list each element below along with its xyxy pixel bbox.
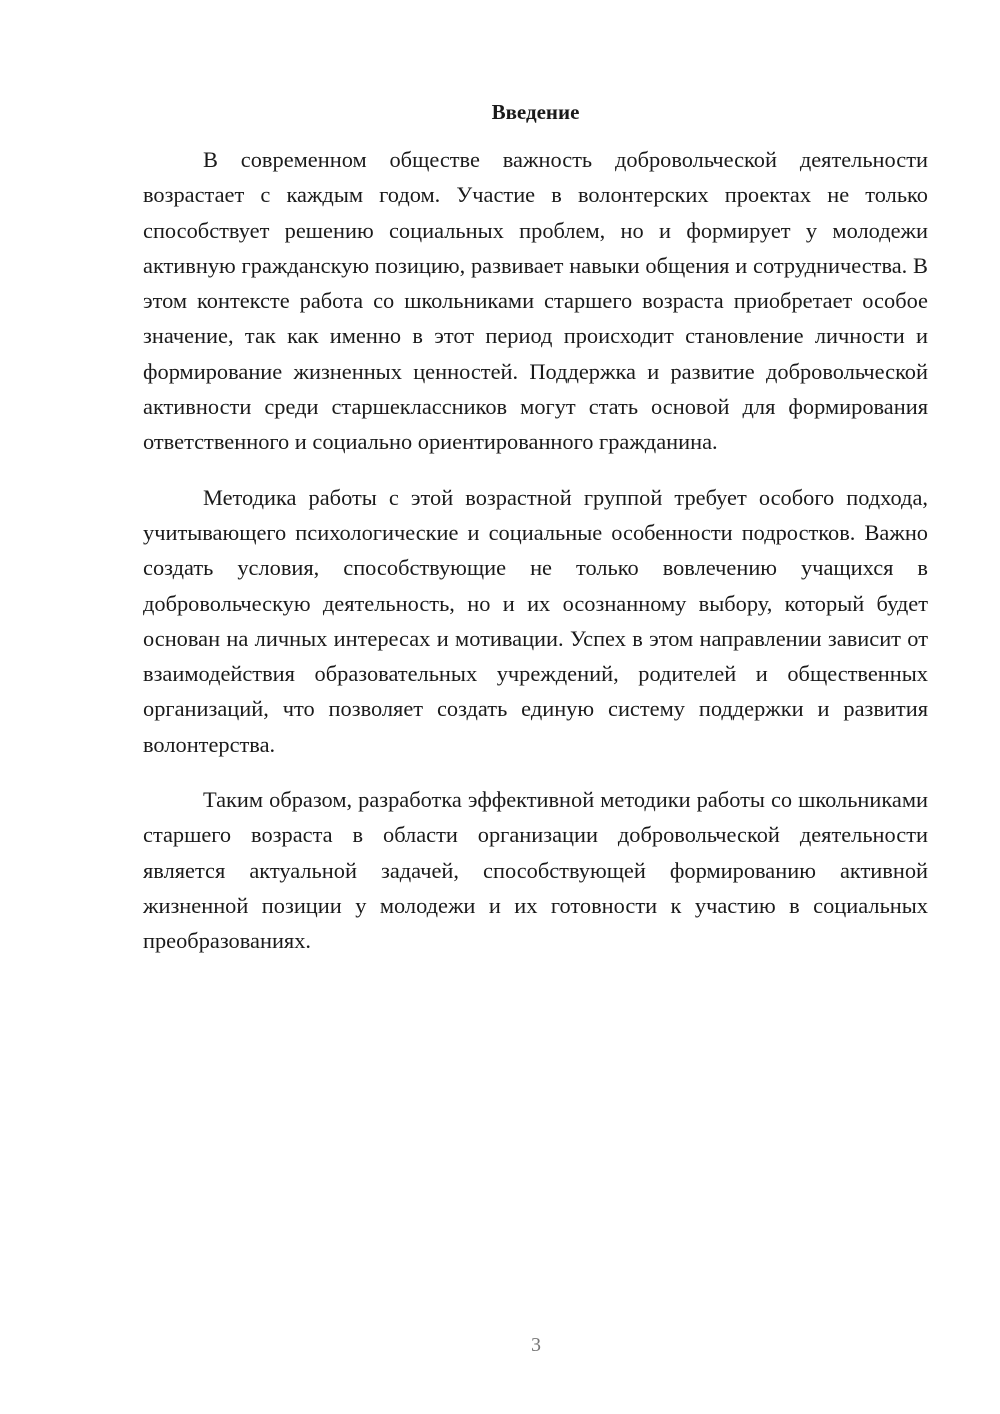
paragraph-3: Таким образом, разработка эффективной методики работы со школьниками старшего возраста в области организации добровольческой деятельности является актуальной задачей, способствующей формированию активной жизненной позиции у молодежи и их готовности к участию в социальных преобразованиях.	[143, 787, 928, 954]
section-title: Введение	[491, 100, 580, 124]
paragraph-2: Методика работы с этой возрастной группой требует особого подхода, учитывающего психологические и социальные особенности подростков. Важно создать условия, способствующие не только вовлечению учащихся в добровольческую деятельность, но и их осознанному выбору, который будет основан на личных интересах и мотивации. Успех в этом направлении зависит от взаимодействия образовательных учреждений, родителей и общественных организаций, что позволяет создать единую систему поддержки и развития волонтерства.	[143, 484, 928, 757]
body-text	[143, 142, 928, 979]
page-number: 3	[531, 1334, 541, 1356]
paragraph-1: В современном обществе важность добровольческой деятельности возрастает с каждым годом. Участие в волонтерских проектах не только способствует решению социальных проблем, но и формирует у молодежи активную гражданскую позицию, развивает навыки общения и сотрудничества. В этом контексте работа со школьниками старшего возраста приобретает особое значение, так как именно в этот период происходит становление личности и формирование жизненных ценностей. Поддержка и развитие добровольческой активности среди старшеклассников могут стать основой для формирования ответственного и социально ориентированного гражданина.	[143, 147, 928, 455]
